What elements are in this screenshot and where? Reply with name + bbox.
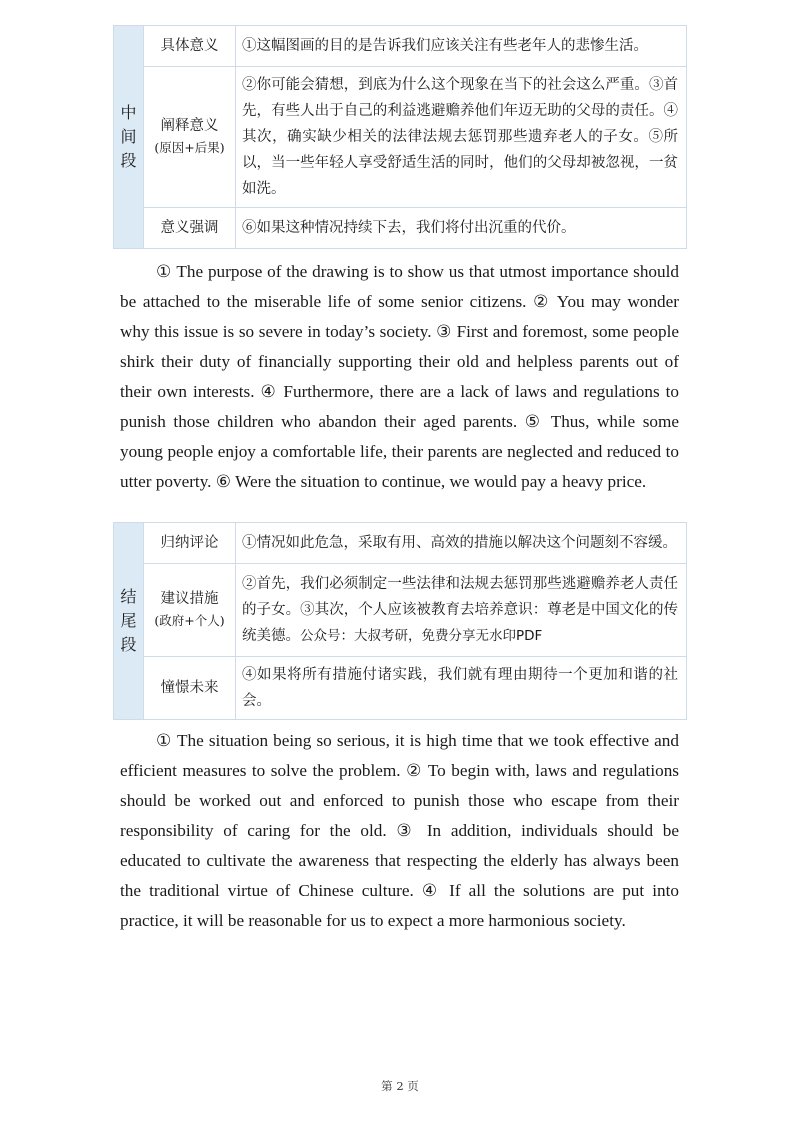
row-text-specific-meaning: ①这幅图画的目的是告诉我们应该关注有些老年人的悲惨生活。	[236, 26, 687, 67]
english-paragraph-ending: ① The situation being so serious, it is high time that we took effective and efficient measures to solve the problem. ② To begin with, laws and regulations should be worked out and enforced to punish those who escape from their responsibility of caring for the old. ③ In addition, individuals should be educated to cultivate the awareness that respecting the elderly has always been the traditional virtue of Chinese culture. ④ If all the solutions are put into practice, it will be reasonable for us to expect a more harmonious society.	[120, 731, 679, 930]
section-label-ending: 结 尾 段	[114, 523, 144, 720]
row-note-cause-effect: (原因+后果)	[154, 140, 225, 155]
watermark-text: 公众号：大叔考研，免费分享无水印PDF	[300, 628, 543, 644]
row-text-future-outlook: ④如果将所有措施付诸实践，我们就有理由期待一个更加和谐的社会。	[236, 657, 687, 720]
row-label-explain-meaning: 阐释意义 (原因+后果)	[144, 67, 236, 208]
row-label-specific-meaning: 具体意义	[144, 26, 236, 67]
page-number: 第 2 页	[381, 1079, 419, 1093]
row-text-explain-meaning: ②你可能会猜想，到底为什么这个现象在当下的社会这么严重。③首先，有些人出于自己的利益逃避赡养他们年迈无助的父母的责任。④其次，确实缺少相关的法律法规去惩罚那些遗弃老人的子女。⑤所以，当一些年轻人享受舒适生活的同时，他们的父母却被忽视，一贫如洗。	[236, 67, 687, 208]
row-label-suggested-measures: 建议措施 (政府+个人)	[144, 564, 236, 657]
row-note-government-individual: (政府+个人)	[154, 613, 225, 628]
row-label-emphasize-meaning: 意义强调	[144, 208, 236, 249]
row-text-suggested-measures: ②首先，我们必须制定一些法律和法规去惩罚那些逃避赡养老人责任的子女。③其次，个人应该被教育去培养意识：尊老是中国文化的传统美德。公众号：大叔考研，免费分享无水印PDF	[236, 564, 687, 657]
row-text-emphasize-meaning: ⑥如果这种情况持续下去，我们将付出沉重的代价。	[236, 208, 687, 249]
section-label-middle: 中 间 段	[114, 26, 144, 249]
row-text-summary-comment: ①情况如此危急，采取有用、高效的措施以解决这个问题刻不容缓。	[236, 523, 687, 564]
row-label-summary-comment: 归纳评论	[144, 523, 236, 564]
ending-paragraph-table	[113, 522, 687, 720]
english-paragraph-middle: ① The purpose of the drawing is to show us that utmost importance should be attached to the miserable life of some senior citizens. ② You may wonder why this issue is so severe in today’s society. ③ First and foremost, some people shirk their duty of financially supporting their old and helpless parents out of their own interests. ④ Furthermore, there are a lack of laws and regulations to punish those children who abandon their aged parents. ⑤ Thus, while some young people enjoy a comfortable life, their parents are neglected and reduced to utter poverty. ⑥ Were the situation to continue, we would pay a heavy price.	[120, 262, 679, 491]
row-label-future-outlook: 憧憬未来	[144, 657, 236, 720]
middle-paragraph-table	[113, 25, 687, 249]
